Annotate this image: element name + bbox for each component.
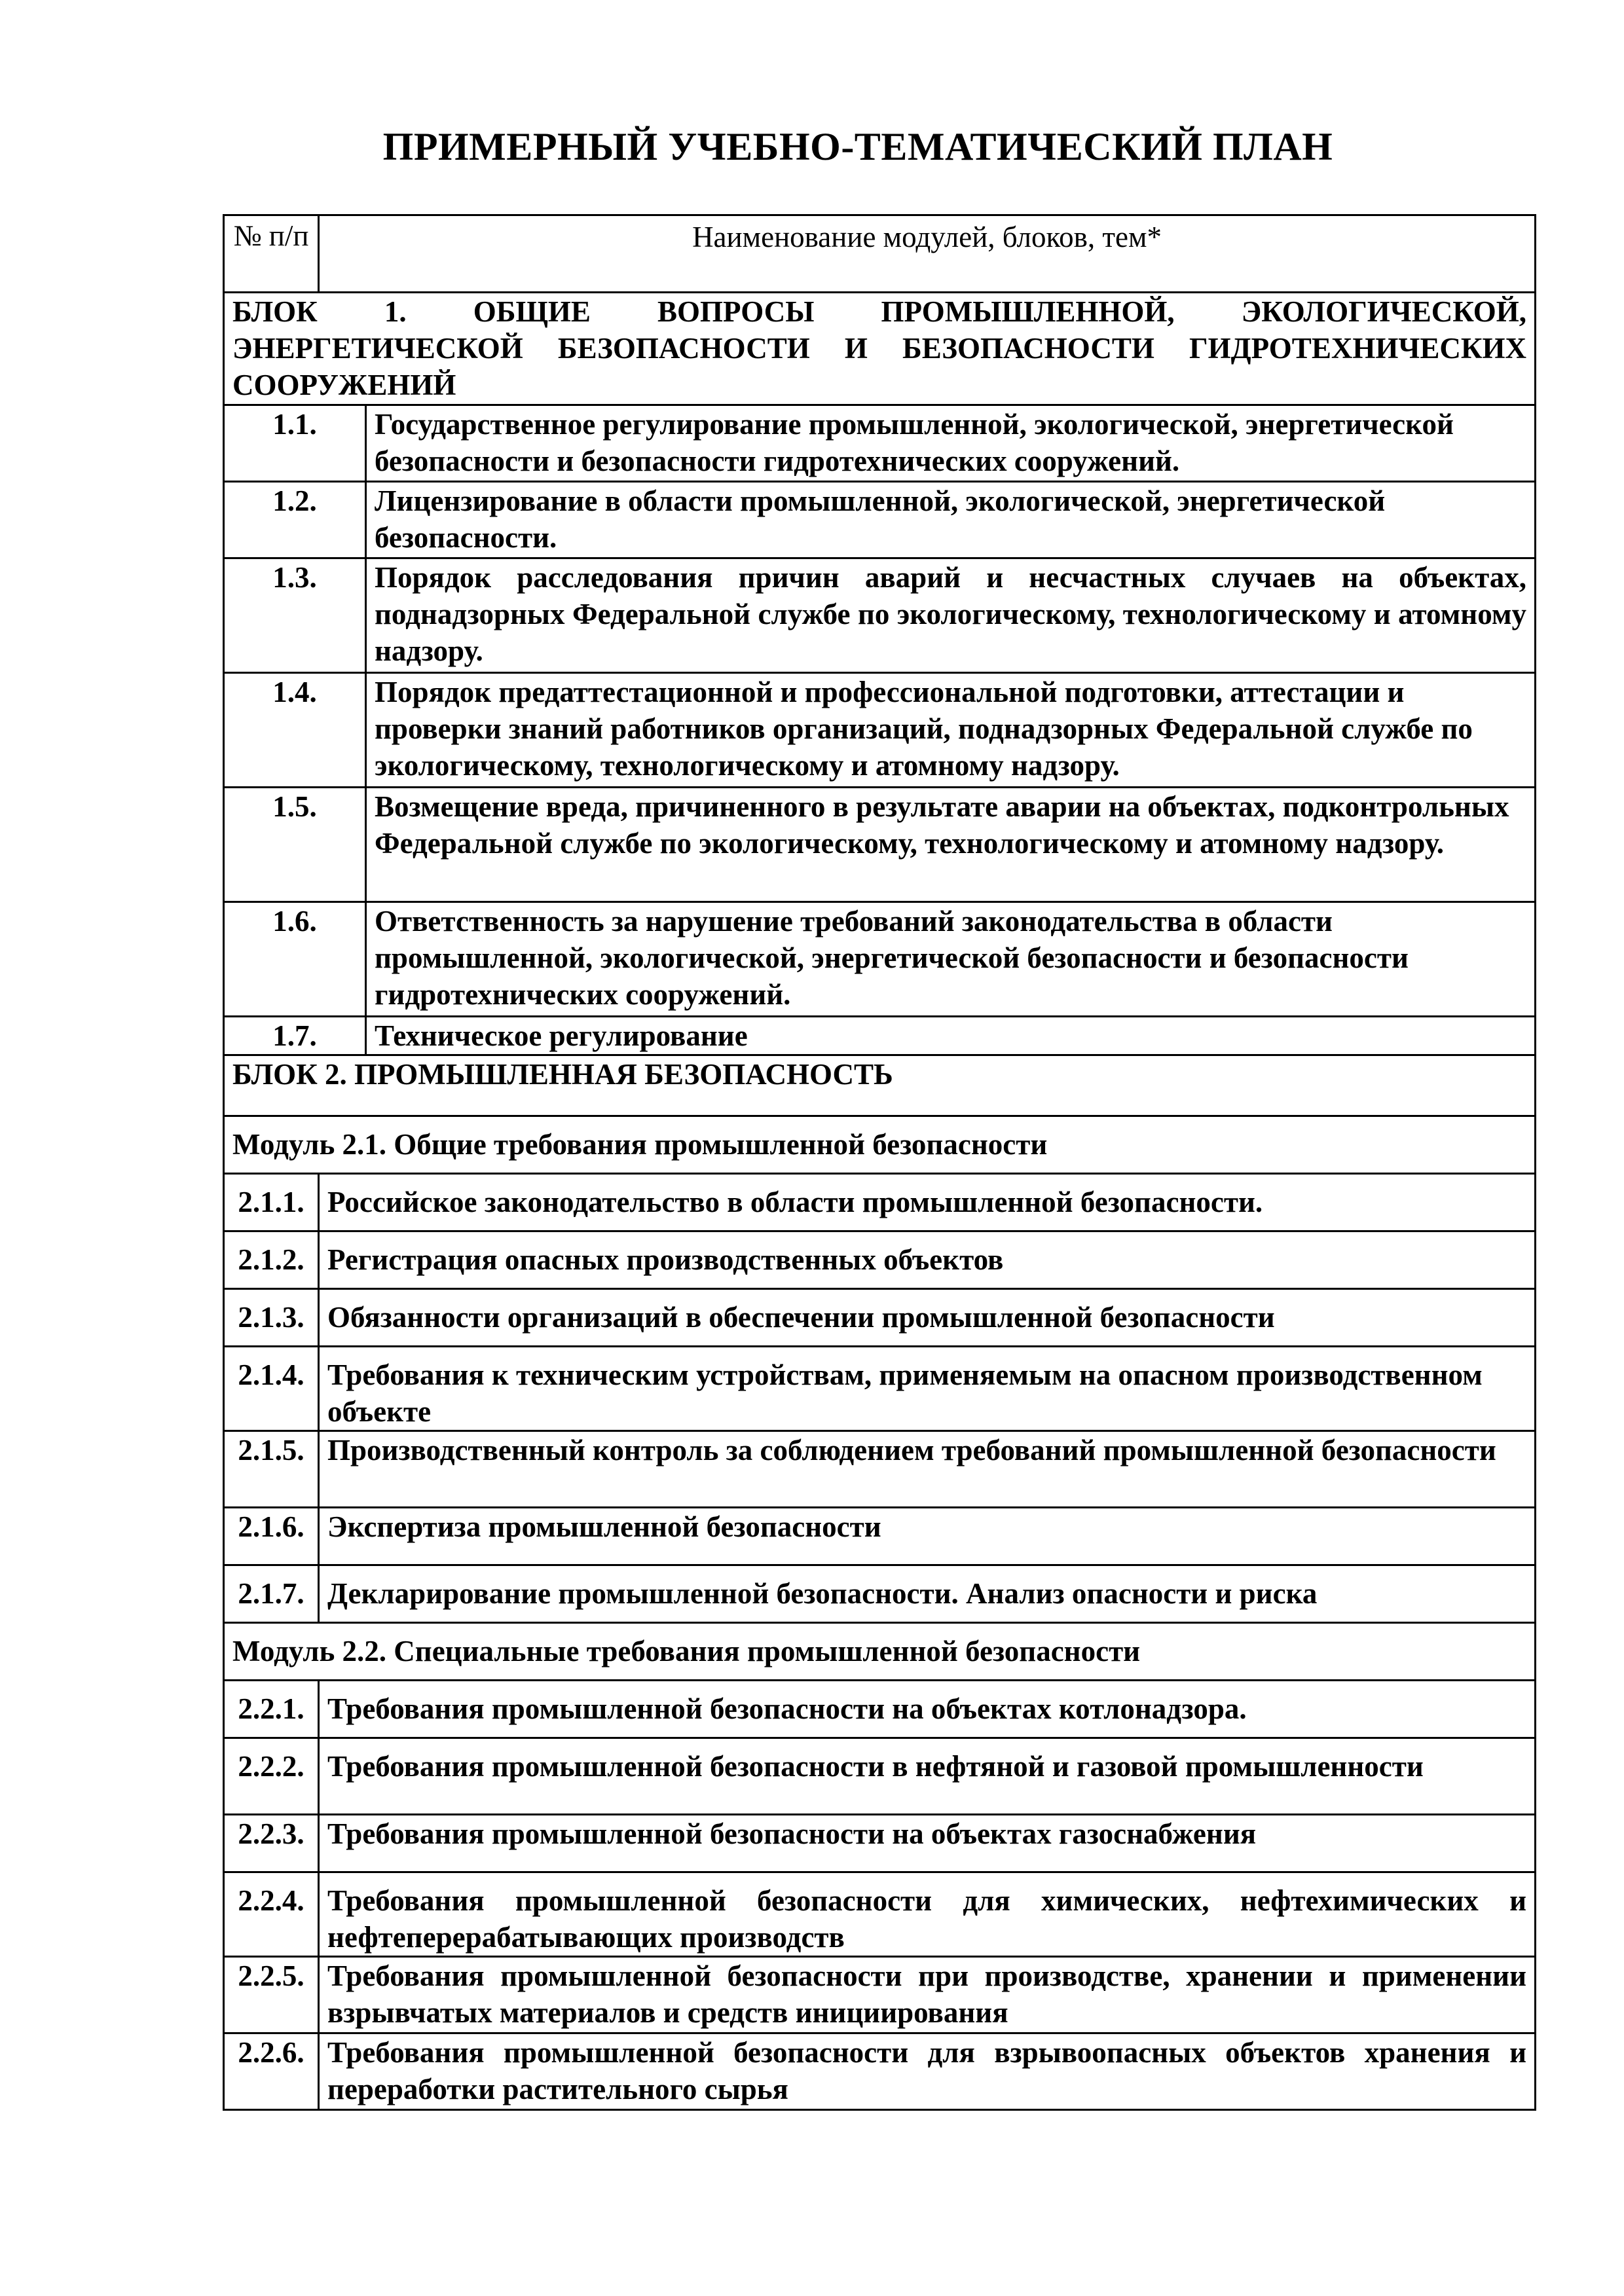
table-row	[224, 1431, 1536, 1508]
row-number: 2.2.4.	[224, 1872, 319, 1957]
table-row	[224, 1017, 1536, 1055]
table-row	[224, 1681, 1536, 1738]
module-2-1-title: Модуль 2.1. Общие требования промышленной безопасности	[224, 1116, 1536, 1174]
table-row	[224, 1957, 1536, 2033]
table-row	[224, 1565, 1536, 1623]
row-number: 2.2.1.	[224, 1681, 319, 1738]
row-topic: Требования промышленной безопасности на объектах газоснабжения	[319, 1815, 1536, 1872]
table-row	[224, 1347, 1536, 1431]
block-row	[224, 1055, 1536, 1116]
table-row	[224, 1872, 1536, 1957]
row-topic: Требования к техническим устройствам, применяемым на опасном производственном объекте	[319, 1347, 1536, 1431]
row-topic: Государственное регулирование промышленной, экологической, энергетической безопасности и безопасности гидротехнических сооружений.	[366, 405, 1536, 482]
table-row	[224, 1815, 1536, 1872]
row-topic: Ответственность за нарушение требований законодательства в области промышленной, экологической, энергетической безопасности и безопасности гидротехнических сооружений.	[366, 902, 1536, 1017]
block-row	[224, 293, 1536, 405]
row-number: 1.3.	[224, 558, 366, 673]
table-row	[224, 482, 1536, 558]
page-title: ПРИМЕРНЫЙ УЧЕБНО-ТЕМАТИЧЕСКИЙ ПЛАН	[382, 125, 1333, 168]
row-topic: Требования промышленной безопасности в нефтяной и газовой промышленности	[319, 1738, 1536, 1815]
table-row	[224, 673, 1536, 788]
row-topic: Российское законодательство в области промышленной безопасности.	[319, 1174, 1536, 1231]
row-number: 2.2.6.	[224, 2033, 319, 2110]
table-row	[224, 902, 1536, 1017]
table-row	[224, 1289, 1536, 1347]
row-topic: Требования промышленной безопасности на объектах котлонадзора.	[319, 1681, 1536, 1738]
row-topic: Требования промышленной безопасности при производстве, хранении и применении взрывчатых материалов и средств инициирования	[319, 1957, 1536, 2033]
row-number: 1.4.	[224, 673, 366, 788]
row-number: 2.1.3.	[224, 1289, 319, 1347]
table-row	[224, 1174, 1536, 1231]
row-number: 1.6.	[224, 902, 366, 1017]
table-row	[224, 788, 1536, 902]
table-row	[224, 405, 1536, 482]
row-number: 2.1.7.	[224, 1565, 319, 1623]
table-row	[224, 558, 1536, 673]
header-num-cell: № п/п	[224, 215, 319, 293]
row-topic: Возмещение вреда, причиненного в результате аварии на объектах, подконтрольных Федеральной службе по экологическому, технологическому и атомному надзору.	[366, 788, 1536, 902]
module-2-2-title: Модуль 2.2. Специальные требования промышленной безопасности	[224, 1623, 1536, 1681]
row-topic: Декларирование промышленной безопасности. Анализ опасности и риска	[319, 1565, 1536, 1623]
table-header-row	[224, 215, 1536, 293]
row-topic: Экспертиза промышленной безопасности	[319, 1508, 1536, 1565]
module-row	[224, 1623, 1536, 1681]
curriculum-table	[223, 214, 1536, 2111]
row-topic: Обязанности организаций в обеспечении промышленной безопасности	[319, 1289, 1536, 1347]
row-topic: Требования промышленной безопасности для химических, нефтехимических и нефтеперерабатывающих производств	[319, 1872, 1536, 1957]
row-topic: Техническое регулирование	[366, 1017, 1536, 1055]
table-row	[224, 1738, 1536, 1815]
row-number: 2.1.2.	[224, 1231, 319, 1289]
row-number: 2.1.5.	[224, 1431, 319, 1508]
row-number: 1.2.	[224, 482, 366, 558]
row-topic: Требования промышленной безопасности для взрывоопасных объектов хранения и переработки растительного сырья	[319, 2033, 1536, 2110]
block-1-title: БЛОК 1. ОБЩИЕ ВОПРОСЫ ПРОМЫШЛЕННОЙ, ЭКОЛОГИЧЕСКОЙ, ЭНЕРГЕТИЧЕСКОЙ БЕЗОПАСНОСТИ И БЕЗОПАСНОСТИ ГИДРОТЕХНИЧЕСКИХ СООРУЖЕНИЙ	[224, 293, 1536, 405]
row-topic: Порядок предаттестационной и профессиональной подготовки, аттестации и проверки знаний работников организаций, поднадзорных Федеральной службе по экологическому, технологическому и атомному надзору.	[366, 673, 1536, 788]
module-row	[224, 1116, 1536, 1174]
row-number: 2.2.5.	[224, 1957, 319, 2033]
row-number: 1.5.	[224, 788, 366, 902]
row-number: 2.1.4.	[224, 1347, 319, 1431]
table-row	[224, 1508, 1536, 1565]
row-number: 1.1.	[224, 405, 366, 482]
row-number: 2.2.2.	[224, 1738, 319, 1815]
row-topic: Производственный контроль за соблюдением требований промышленной безопасности	[319, 1431, 1536, 1508]
header-name-cell: Наименование модулей, блоков, тем*	[319, 215, 1536, 293]
row-topic: Лицензирование в области промышленной, экологической, энергетической безопасности.	[366, 482, 1536, 558]
row-number: 1.7.	[224, 1017, 366, 1055]
table-row	[224, 1231, 1536, 1289]
table-row	[224, 2033, 1536, 2110]
row-topic: Регистрация опасных производственных объектов	[319, 1231, 1536, 1289]
row-number: 2.2.3.	[224, 1815, 319, 1872]
row-topic: Порядок расследования причин аварий и несчастных случаев на объектах, поднадзорных Федеральной службе по экологическому, технологическому и атомному надзору.	[366, 558, 1536, 673]
block-2-title: БЛОК 2. ПРОМЫШЛЕННАЯ БЕЗОПАСНОСТЬ	[224, 1055, 1536, 1116]
row-number: 2.1.1.	[224, 1174, 319, 1231]
row-number: 2.1.6.	[224, 1508, 319, 1565]
